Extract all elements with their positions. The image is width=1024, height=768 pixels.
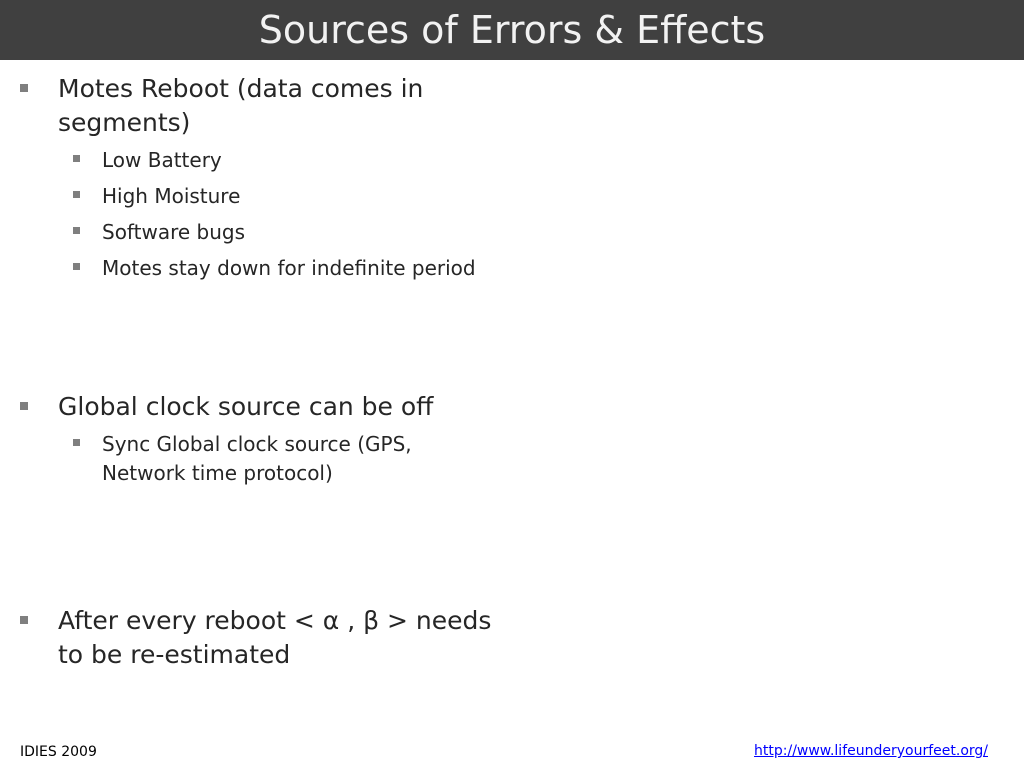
sub-bullet-text: High Moisture [102,184,241,208]
square-bullet-icon [73,263,80,270]
square-bullet-icon [20,616,28,624]
sub-bullet-item [20,182,500,211]
bullet-text: Global clock source can be off [58,392,434,421]
bullet-text: After every reboot < α , β > needs to be re-estimated [58,606,492,669]
sub-bullet-text: Motes stay down for indefinite period [102,256,476,280]
square-bullet-icon [73,227,80,234]
sub-bullet-item [20,218,500,247]
sub-bullet-list [20,146,500,283]
bullet-group-motes-reboot [20,72,500,290]
square-bullet-icon [73,439,80,446]
footer-label: IDIES 2009 [20,744,97,760]
footer-link[interactable]: http://www.lifeunderyourfeet.org/ [754,743,988,759]
square-bullet-icon [73,155,80,162]
slide-title: Sources of Errors & Effects [258,8,766,52]
title-bar [0,0,1024,60]
bullet-item [20,72,500,140]
bullet-group-reboot-estimate [20,604,500,672]
sub-bullet-list [20,430,500,488]
sub-bullet-text: Low Battery [102,148,222,172]
bullet-item [20,604,500,672]
sub-bullet-item [20,254,500,283]
square-bullet-icon [73,191,80,198]
sub-bullet-item [20,146,500,175]
sub-bullet-item [20,430,500,488]
bullet-item [20,390,500,424]
square-bullet-icon [20,84,28,92]
bullet-group-global-clock [20,390,500,495]
sub-bullet-text: Sync Global clock source (GPS, Network time protocol) [102,432,412,485]
square-bullet-icon [20,402,28,410]
bullet-text: Motes Reboot (data comes in segments) [58,74,424,137]
sub-bullet-text: Software bugs [102,220,246,244]
